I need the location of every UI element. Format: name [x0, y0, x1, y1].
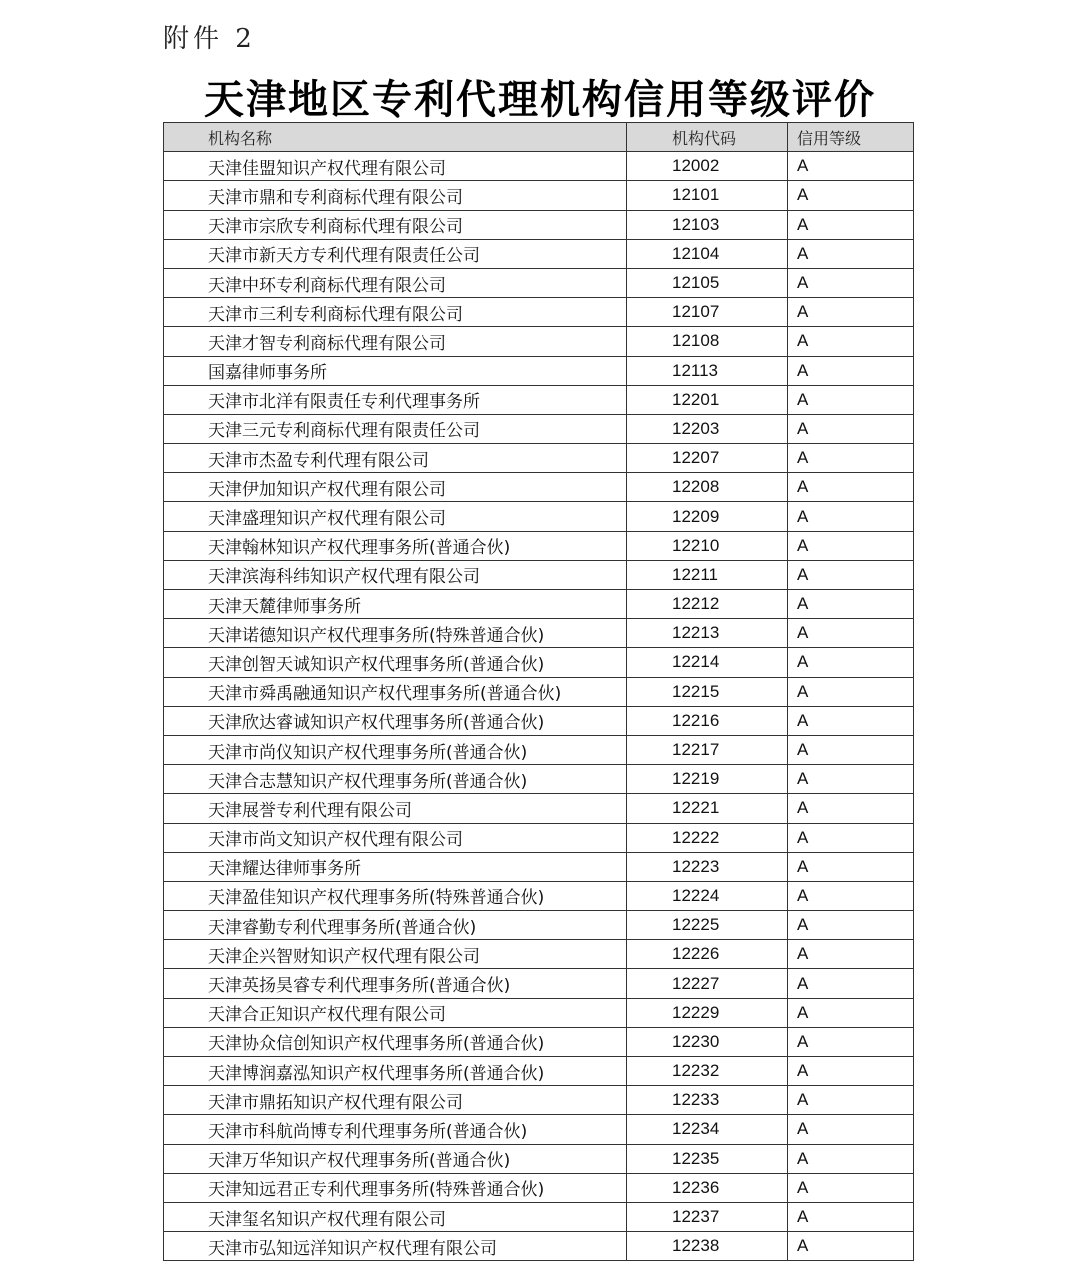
credit-grade-cell: A	[788, 823, 914, 852]
credit-grade-cell: A	[788, 1144, 914, 1173]
institution-name-cell: 天津市宗欣专利商标代理有限公司	[164, 210, 627, 239]
table-row	[164, 765, 914, 794]
table-row	[164, 327, 914, 356]
institution-name-cell: 天津万华知识产权代理事务所(普通合伙)	[164, 1144, 627, 1173]
institution-code-cell: 12201	[627, 385, 788, 414]
table-row	[164, 385, 914, 414]
credit-grade-cell: A	[788, 181, 914, 210]
institution-name-cell: 天津创智天诚知识产权代理事务所(普通合伙)	[164, 648, 627, 677]
table-row	[164, 998, 914, 1027]
table-row	[164, 794, 914, 823]
institution-name-cell: 天津市尚文知识产权代理有限公司	[164, 823, 627, 852]
credit-grade-cell: A	[788, 706, 914, 735]
table-header-row	[164, 123, 914, 152]
table-row	[164, 1202, 914, 1231]
table-row	[164, 619, 914, 648]
credit-grade-cell: A	[788, 1086, 914, 1115]
credit-grade-cell: A	[788, 590, 914, 619]
credit-grade-cell: A	[788, 239, 914, 268]
credit-grade-cell: A	[788, 765, 914, 794]
institution-name-cell: 天津欣达睿诚知识产权代理事务所(普通合伙)	[164, 706, 627, 735]
institution-name-cell: 天津博润嘉泓知识产权代理事务所(普通合伙)	[164, 1057, 627, 1086]
institution-name-cell: 天津合志慧知识产权代理事务所(普通合伙)	[164, 765, 627, 794]
institution-code-cell: 12212	[627, 590, 788, 619]
credit-grade-cell: A	[788, 1115, 914, 1144]
institution-name-cell: 天津玺名知识产权代理有限公司	[164, 1202, 627, 1231]
credit-grade-cell: A	[788, 356, 914, 385]
institution-code-cell: 12113	[627, 356, 788, 385]
institution-code-cell: 12103	[627, 210, 788, 239]
institution-name-cell: 天津英扬昊睿专利代理事务所(普通合伙)	[164, 969, 627, 998]
table-row	[164, 706, 914, 735]
institution-name-cell: 天津市科航尚博专利代理事务所(普通合伙)	[164, 1115, 627, 1144]
institution-code-cell: 12107	[627, 298, 788, 327]
institution-code-cell: 12211	[627, 560, 788, 589]
institution-code-cell: 12104	[627, 239, 788, 268]
table-row	[164, 502, 914, 531]
credit-grade-cell: A	[788, 677, 914, 706]
credit-grade-cell: A	[788, 444, 914, 473]
table-row	[164, 473, 914, 502]
institution-code-cell: 12203	[627, 414, 788, 443]
institution-code-cell: 12234	[627, 1115, 788, 1144]
table-row	[164, 881, 914, 910]
header-credit-grade: 信用等级	[788, 123, 914, 152]
institution-code-cell: 12210	[627, 531, 788, 560]
institution-code-cell: 12233	[627, 1086, 788, 1115]
institution-name-cell: 天津佳盟知识产权代理有限公司	[164, 152, 627, 181]
institution-code-cell: 12238	[627, 1232, 788, 1261]
credit-grade-cell: A	[788, 502, 914, 531]
credit-grade-cell: A	[788, 1027, 914, 1056]
institution-name-cell: 天津知远君正专利代理事务所(特殊普通合伙)	[164, 1173, 627, 1202]
institution-name-cell: 天津才智专利商标代理有限公司	[164, 327, 627, 356]
institution-code-cell: 12229	[627, 998, 788, 1027]
table-row	[164, 1115, 914, 1144]
credit-grade-cell: A	[788, 473, 914, 502]
institution-name-cell: 天津企兴智财知识产权代理有限公司	[164, 940, 627, 969]
credit-grade-cell: A	[788, 414, 914, 443]
credit-grade-cell: A	[788, 560, 914, 589]
table-row	[164, 648, 914, 677]
institution-name-cell: 天津翰林知识产权代理事务所(普通合伙)	[164, 531, 627, 560]
table-row	[164, 239, 914, 268]
table-row	[164, 414, 914, 443]
table-row	[164, 969, 914, 998]
credit-grade-cell: A	[788, 385, 914, 414]
institution-code-cell: 12236	[627, 1173, 788, 1202]
institution-code-cell: 12227	[627, 969, 788, 998]
table-row	[164, 210, 914, 239]
institution-code-cell: 12207	[627, 444, 788, 473]
attachment-label: 附件 2	[163, 24, 256, 54]
institution-code-cell: 12101	[627, 181, 788, 210]
institution-name-cell: 天津市鼎和专利商标代理有限公司	[164, 181, 627, 210]
credit-grade-cell: A	[788, 619, 914, 648]
table-row	[164, 1144, 914, 1173]
credit-grade-cell: A	[788, 1173, 914, 1202]
institution-name-cell: 天津市尚仪知识产权代理事务所(普通合伙)	[164, 735, 627, 764]
institution-code-cell: 12209	[627, 502, 788, 531]
table-row	[164, 590, 914, 619]
credit-grade-cell: A	[788, 210, 914, 239]
institution-name-cell: 天津耀达律师事务所	[164, 852, 627, 881]
institution-code-cell: 12223	[627, 852, 788, 881]
institution-code-cell: 12237	[627, 1202, 788, 1231]
institution-code-cell: 12215	[627, 677, 788, 706]
institution-code-cell: 12230	[627, 1027, 788, 1056]
header-institution-name: 机构名称	[164, 123, 627, 152]
institution-code-cell: 12217	[627, 735, 788, 764]
institution-code-cell: 12225	[627, 911, 788, 940]
credit-grade-cell: A	[788, 327, 914, 356]
credit-grade-cell: A	[788, 969, 914, 998]
table-row	[164, 1232, 914, 1261]
institution-code-cell: 12224	[627, 881, 788, 910]
institution-name-cell: 天津市新天方专利代理有限责任公司	[164, 239, 627, 268]
institution-code-cell: 12213	[627, 619, 788, 648]
credit-grade-cell: A	[788, 1202, 914, 1231]
table-row	[164, 677, 914, 706]
institution-name-cell: 国嘉律师事务所	[164, 356, 627, 385]
institution-code-cell: 12105	[627, 268, 788, 297]
credit-grade-cell: A	[788, 940, 914, 969]
table-row	[164, 1057, 914, 1086]
table-row	[164, 531, 914, 560]
institution-code-cell: 12235	[627, 1144, 788, 1173]
institution-name-cell: 天津伊加知识产权代理有限公司	[164, 473, 627, 502]
institution-name-cell: 天津市弘知远洋知识产权代理有限公司	[164, 1232, 627, 1261]
table-row	[164, 152, 914, 181]
credit-grade-cell: A	[788, 648, 914, 677]
credit-grade-cell: A	[788, 998, 914, 1027]
document-title: 天津地区专利代理机构信用等级评价	[204, 77, 876, 123]
table-row	[164, 852, 914, 881]
table-row	[164, 735, 914, 764]
institution-name-cell: 天津市鼎拓知识产权代理有限公司	[164, 1086, 627, 1115]
institution-name-cell: 天津天麓律师事务所	[164, 590, 627, 619]
institution-name-cell: 天津合正知识产权代理有限公司	[164, 998, 627, 1027]
credit-grade-cell: A	[788, 881, 914, 910]
institution-name-cell: 天津市三利专利商标代理有限公司	[164, 298, 627, 327]
institution-code-cell: 12219	[627, 765, 788, 794]
institution-code-cell: 12108	[627, 327, 788, 356]
institution-name-cell: 天津市北洋有限责任专利代理事务所	[164, 385, 627, 414]
table-row	[164, 356, 914, 385]
table-row	[164, 268, 914, 297]
institution-name-cell: 天津睿勤专利代理事务所(普通合伙)	[164, 911, 627, 940]
credit-grade-cell: A	[788, 1057, 914, 1086]
credit-grade-cell: A	[788, 735, 914, 764]
institution-name-cell: 天津盛理知识产权代理有限公司	[164, 502, 627, 531]
credit-grade-cell: A	[788, 794, 914, 823]
credit-grade-cell: A	[788, 911, 914, 940]
institution-code-cell: 12221	[627, 794, 788, 823]
institution-name-cell: 天津三元专利商标代理有限责任公司	[164, 414, 627, 443]
table-row	[164, 444, 914, 473]
institution-code-cell: 12232	[627, 1057, 788, 1086]
credit-grade-cell: A	[788, 268, 914, 297]
credit-grade-cell: A	[788, 852, 914, 881]
credit-grade-cell: A	[788, 1232, 914, 1261]
credit-grade-cell: A	[788, 298, 914, 327]
institution-name-cell: 天津中环专利商标代理有限公司	[164, 268, 627, 297]
table-row	[164, 1173, 914, 1202]
table-row	[164, 911, 914, 940]
institution-name-cell: 天津协众信创知识产权代理事务所(普通合伙)	[164, 1027, 627, 1056]
institution-name-cell: 天津盈佳知识产权代理事务所(特殊普通合伙)	[164, 881, 627, 910]
credit-grade-cell: A	[788, 152, 914, 181]
institution-name-cell: 天津市舜禹融通知识产权代理事务所(普通合伙)	[164, 677, 627, 706]
table-row	[164, 560, 914, 589]
institution-name-cell: 天津市杰盈专利代理有限公司	[164, 444, 627, 473]
header-institution-code: 机构代码	[627, 123, 788, 152]
institution-code-cell: 12216	[627, 706, 788, 735]
institution-code-cell: 12222	[627, 823, 788, 852]
credit-rating-table	[163, 122, 914, 1261]
table-row	[164, 823, 914, 852]
institution-name-cell: 天津诺德知识产权代理事务所(特殊普通合伙)	[164, 619, 627, 648]
table-row	[164, 1027, 914, 1056]
institution-code-cell: 12208	[627, 473, 788, 502]
institution-name-cell: 天津展誉专利代理有限公司	[164, 794, 627, 823]
credit-grade-cell: A	[788, 531, 914, 560]
table-row	[164, 298, 914, 327]
institution-name-cell: 天津滨海科纬知识产权代理有限公司	[164, 560, 627, 589]
institution-code-cell: 12214	[627, 648, 788, 677]
institution-code-cell: 12226	[627, 940, 788, 969]
table-row	[164, 1086, 914, 1115]
institution-code-cell: 12002	[627, 152, 788, 181]
table-row	[164, 181, 914, 210]
table-row	[164, 940, 914, 969]
